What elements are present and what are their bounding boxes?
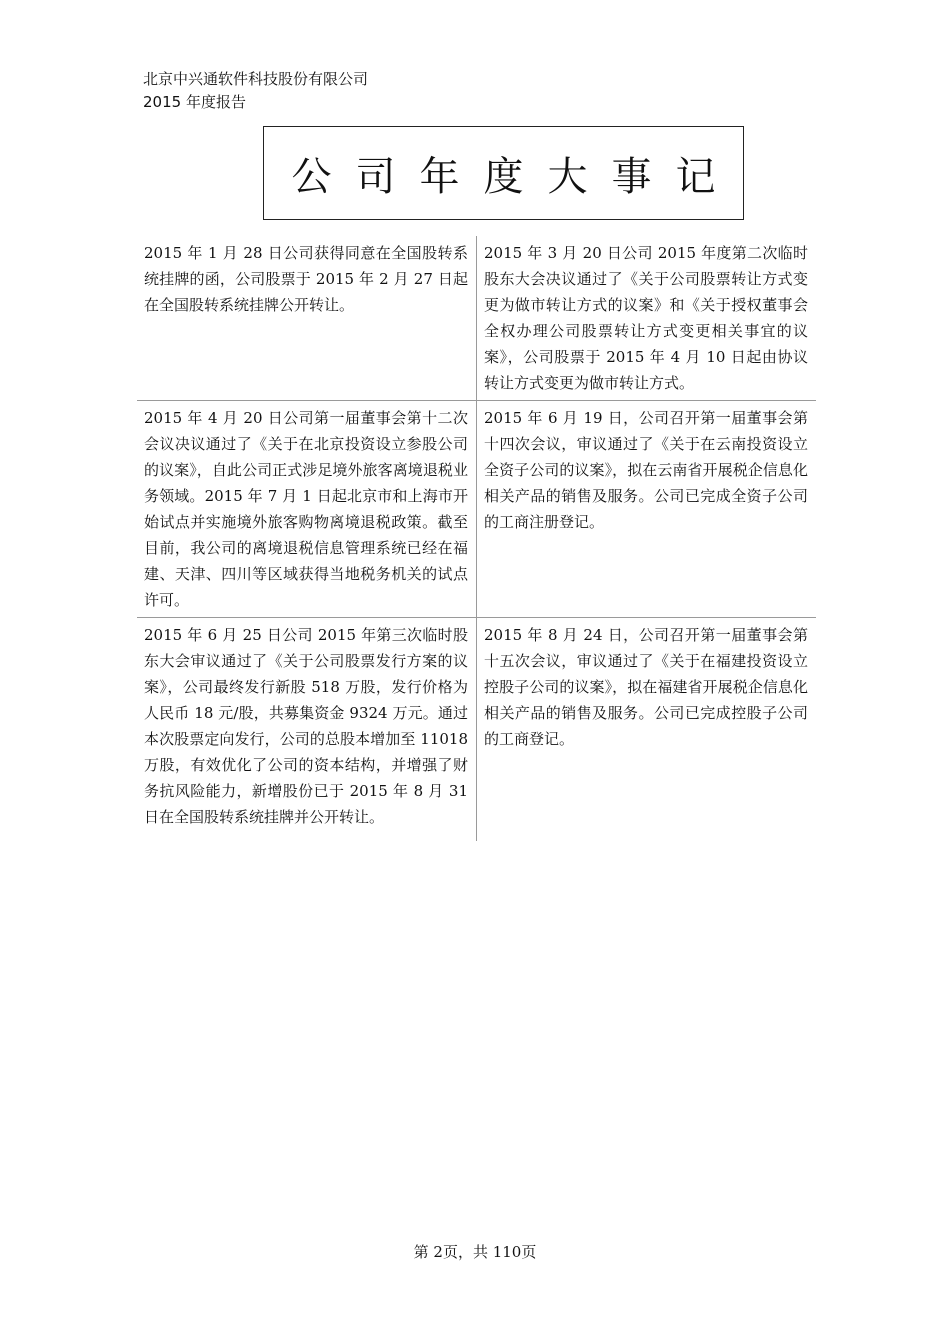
table-row bbox=[137, 236, 816, 401]
table-row bbox=[137, 618, 816, 841]
event-cell: 2015 年 6 月 25 日公司 2015 年第三次临时股东大会审议通过了《关于公司股票发行方案的议案》，公司最终发行新股 518 万股，发行价格为人民币 18 元/股，共募集资金 9324 万元。通过本次股票定向发行，公司的总股本增加至 11018 万股，有效优化了公司的资本结构，并增强了财务抗风险能力，新增股份已于 2015 年 8 月 31 日在全国股转系统挂牌并公开转让。 bbox=[137, 618, 477, 841]
report-title: 2015 年度报告 bbox=[143, 93, 246, 111]
event-cell: 2015 年 4 月 20 日公司第一届董事会第十二次会议决议通过了《关于在北京投资设立参股公司的议案》，自此公司正式涉足境外旅客离境退税业务领域。2015 年 7 月 1 日起北京市和上海市开始试点并实施境外旅客购物离境退税政策。截至目前，我公司的离境退税信息管理系统已经在福建、天津、四川等区域获得当地税务机关的试点许可。 bbox=[137, 401, 477, 618]
event-cell: 2015 年 3 月 20 日公司 2015 年度第二次临时股东大会决议通过了《关于公司股票转让方式变更为做市转让方式的议案》和《关于授权董事会全权办理公司股票转让方式变更相关事宜的议案》，公司股票于 2015 年 4 月 10 日起由协议转让方式变更为做市转让方式。 bbox=[477, 236, 817, 401]
page-number: 第 2页，共 110页 bbox=[413, 1243, 537, 1261]
document-header bbox=[143, 68, 368, 114]
events-table bbox=[137, 236, 816, 841]
event-cell: 2015 年 1 月 28 日公司获得同意在全国股转系统挂牌的函，公司股票于 2015 年 2 月 27 日起在全国股转系统挂牌公开转让。 bbox=[144, 244, 468, 314]
event-cell: 2015 年 8 月 24 日，公司召开第一届董事会第十五次会议，审议通过了《关于在福建投资设立控股子公司的议案》，拟在福建省开展税企信息化相关产品的销售及服务。公司已完成控股子公司的工商登记。 bbox=[477, 618, 817, 841]
event-cell: 2015 年 6 月 19 日，公司召开第一届董事会第十四次会议，审议通过了《关于在云南投资设立全资子公司的议案》，拟在云南省开展税企信息化相关产品的销售及服务。公司已完成全资子公司的工商注册登记。 bbox=[477, 401, 817, 618]
section-title: 公司年度大事记 bbox=[291, 153, 740, 200]
company-name: 北京中兴通软件科技股份有限公司 bbox=[143, 70, 369, 88]
section-title-box bbox=[263, 126, 744, 220]
table-row bbox=[137, 401, 816, 618]
